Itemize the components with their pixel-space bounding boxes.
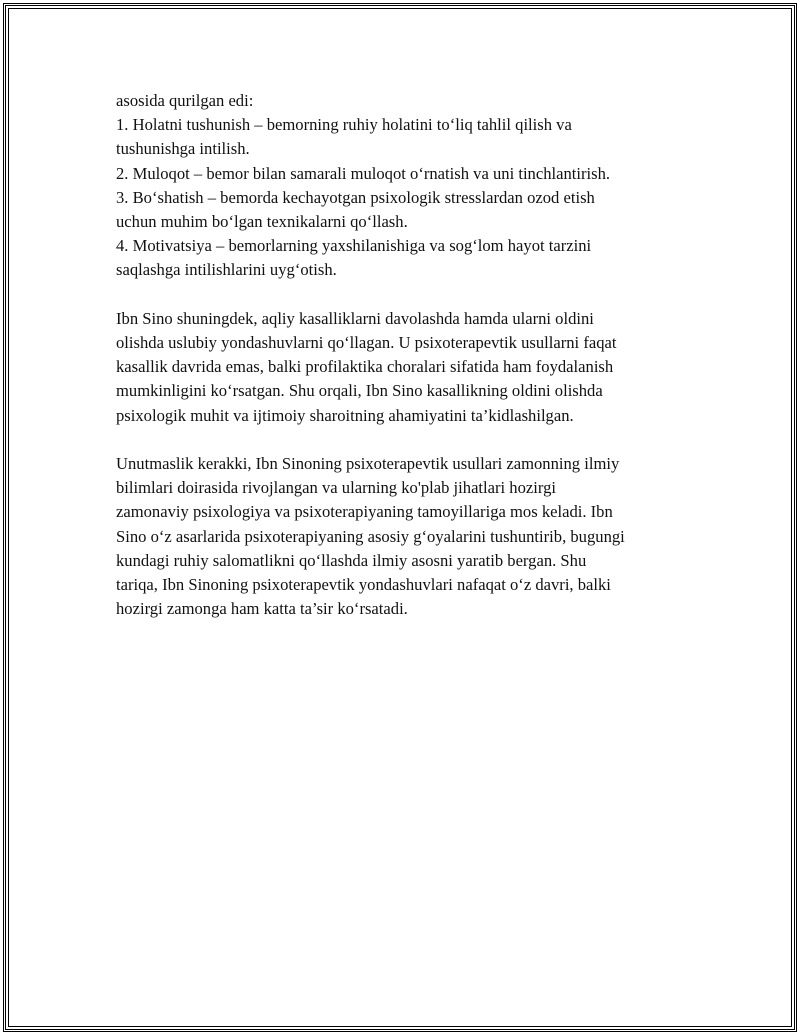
text-line: tushunishga intilish.	[116, 139, 250, 159]
text-line: kasallik davrida emas, balki profilaktika choralari sifatida ham foydalanish	[116, 357, 614, 377]
text-line: hozirgi zamonga ham katta ta’sir ko‘rsatadi.	[116, 599, 408, 619]
text-line: uchun muhim bo‘lgan texnikalarni qo‘llash.	[116, 212, 408, 232]
text-line: olishda uslubiy yondashuvlarni qo‘llagan. U psixoterapevtik usullarni faqat	[116, 333, 617, 353]
text-line: kundagi ruhiy salomatlikni qo‘llashda ilmiy asosni yaratib bergan. Shu	[116, 550, 587, 570]
text-line: saqlashga intilishlarini uyg‘otish.	[116, 260, 337, 280]
text-line: Unutmaslik kerakki, Ibn Sinoning psixoterapevtik usullari zamonning ilmiy	[116, 454, 620, 474]
text-line: mumkinligini ko‘rsatgan. Shu orqali, Ibn Sino kasallikning oldini olishda	[116, 381, 603, 401]
text-line: psixologik muhit va ijtimoiy sharoitning ahamiyatini ta’kidlashilgan.	[116, 405, 574, 425]
list-item-boshatish	[116, 186, 676, 234]
list-item-holatni-tushunish	[116, 113, 676, 161]
text-line: asosida qurilgan edi:	[116, 91, 254, 110]
document-body	[116, 89, 676, 621]
paragraph-gap	[116, 428, 676, 452]
list-item-motivatsiya	[116, 234, 676, 282]
text-line: tariqa, Ibn Sinoning psixoterapevtik yondashuvlari nafaqat o‘z davri, balki	[116, 575, 611, 595]
numbered-list	[116, 113, 676, 282]
text-line: 4. Motivatsiya – bemorlarning yaxshilanishiga va sog‘lom hayot tarzini	[116, 236, 592, 256]
paragraph-conclusion	[116, 452, 676, 621]
text-line: bilimlari doirasida rivojlangan va ularning ko'plab jihatlari hozirgi	[116, 478, 557, 498]
paragraph-gap	[116, 283, 676, 307]
text-line: zamonaviy psixologiya va psixoterapiyaning tamoyillariga mos keladi. Ibn	[116, 502, 613, 522]
text-line: Sino o‘z asarlarida psixoterapiyaning asosiy g‘oyalarini tushuntirib, bugungi	[116, 526, 625, 546]
list-item-muloqot	[116, 162, 676, 186]
text-line: 1. Holatni tushunish – bemorning ruhiy holatini to‘liq tahlil qilish va	[116, 115, 572, 135]
text-line: Ibn Sino shuningdek, aqliy kasalliklarni davolashda hamda ularni oldini	[116, 308, 594, 328]
intro-paragraph	[116, 89, 676, 113]
text-line: 3. Bo‘shatish – bemorda kechayotgan psixologik stresslardan ozod etish	[116, 187, 595, 207]
text-line: 2. Muloqot – bemor bilan samarali muloqot o‘rnatish va uni tinchlantirish.	[116, 163, 611, 183]
paragraph-profilaktika	[116, 307, 676, 428]
